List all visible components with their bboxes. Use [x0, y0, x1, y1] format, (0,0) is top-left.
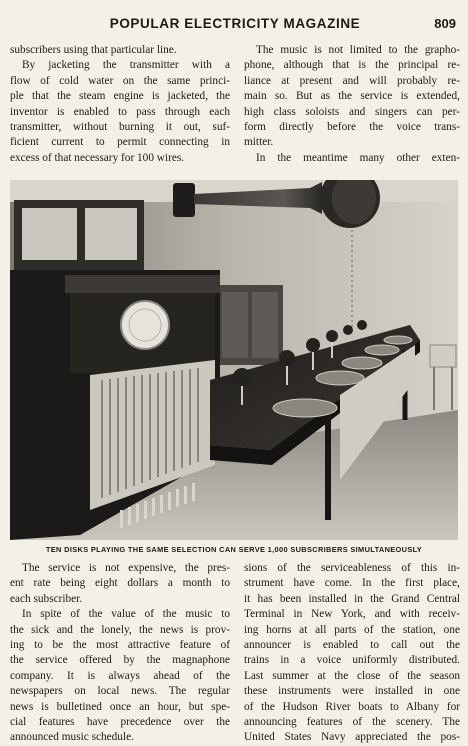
- text-line: the service offered by the magnaphone: [10, 654, 230, 667]
- text-line: ent rate being eight dollars a month to: [10, 577, 230, 590]
- text-line: mitter.: [244, 136, 274, 149]
- paragraph: [10, 43, 230, 58]
- paragraph: [244, 561, 460, 746]
- text-line: company. It is always ahead of the: [10, 669, 230, 682]
- text-line: ing to be the most attractive feature of: [10, 639, 230, 652]
- text-line: form directly before the voice trans-: [244, 121, 460, 134]
- text-line: main so. But as the service is extended,: [244, 90, 460, 103]
- text-line: subscribers using that particular line.: [10, 44, 177, 56]
- text-line: The service is not expensive, the pres-: [22, 562, 230, 574]
- text-line: news is bulletined once an hour, but spe-: [10, 700, 230, 713]
- text-line: excess of that necessary for 100 wires.: [10, 151, 185, 164]
- page-header: [10, 16, 460, 32]
- text-line: Terminal in New York, and with receiv-: [244, 608, 460, 621]
- text-line: each subscriber.: [10, 592, 83, 605]
- text-line: inventor is enabled to pass through each: [10, 105, 230, 118]
- text-line: announcing features of the scenery. The: [244, 716, 460, 729]
- bottom-left-column: [10, 561, 230, 746]
- figure-caption: TEN DISKS PLAYING THE SAME SELECTION CAN SERVE 1,000 SUBSCRIBERS SIMULTANEOUSLY: [45, 545, 423, 554]
- paragraph: [244, 43, 460, 151]
- text-line: In the meantime many other exten-: [256, 151, 460, 164]
- paragraph: [10, 561, 230, 607]
- paragraph: [10, 607, 230, 746]
- text-line: these instruments were installed in one: [244, 685, 460, 698]
- text-line: trains in a voice uniformly distributed.: [244, 654, 460, 667]
- text-line: cial features have precedence over the: [10, 716, 230, 729]
- text-line: liance at present and will probably re-: [244, 74, 460, 87]
- photo-illustration: [10, 180, 458, 540]
- text-line: Last summer at the close of the season: [244, 669, 460, 682]
- text-line: of the Hudson River boats to Albany for: [244, 700, 460, 713]
- top-left-column: [10, 43, 230, 166]
- text-line: high class soloists and singers can per-: [244, 105, 460, 118]
- text-line: phone, although that is the principal re-: [244, 59, 460, 72]
- text-line: ple that the steam engine is jacketed, the: [10, 90, 230, 103]
- photograph: [10, 180, 458, 540]
- paragraph: [10, 58, 230, 166]
- text-line: it has been installed in the Grand Central: [244, 592, 460, 605]
- text-line: The music is not limited to the grapho-: [256, 44, 460, 56]
- bottom-right-column: [244, 561, 460, 746]
- text-line: United States Navy appreciated the pos-: [244, 731, 460, 744]
- text-line: sions of the serviceableness of this in-: [244, 562, 460, 574]
- paragraph: [244, 151, 460, 166]
- text-line: flow of cold water on the same princi-: [10, 74, 230, 87]
- text-line: ficient current to permit connecting in: [10, 136, 230, 149]
- text-line: announced music schedule.: [10, 731, 134, 744]
- top-right-column: [244, 43, 460, 166]
- magazine-title: POPULAR ELECTRICITY MAGAZINE: [109, 16, 361, 31]
- text-line: In spite of the value of the music to: [22, 608, 230, 621]
- text-line: ing horns at all parts of the station, one: [244, 623, 460, 636]
- text-line: the sick and the lonely, the news is prov-: [10, 623, 230, 636]
- text-line: transmitter, without burning it out, suf-: [10, 121, 230, 134]
- text-line: announcer is enabled to call out the: [244, 639, 460, 652]
- text-line: By jacketing the transmitter with a: [22, 59, 230, 72]
- text-line: newspapers on local news. The regular: [10, 685, 230, 698]
- page-number: 809: [434, 16, 456, 31]
- text-line: strument have come. In the first place,: [244, 577, 460, 590]
